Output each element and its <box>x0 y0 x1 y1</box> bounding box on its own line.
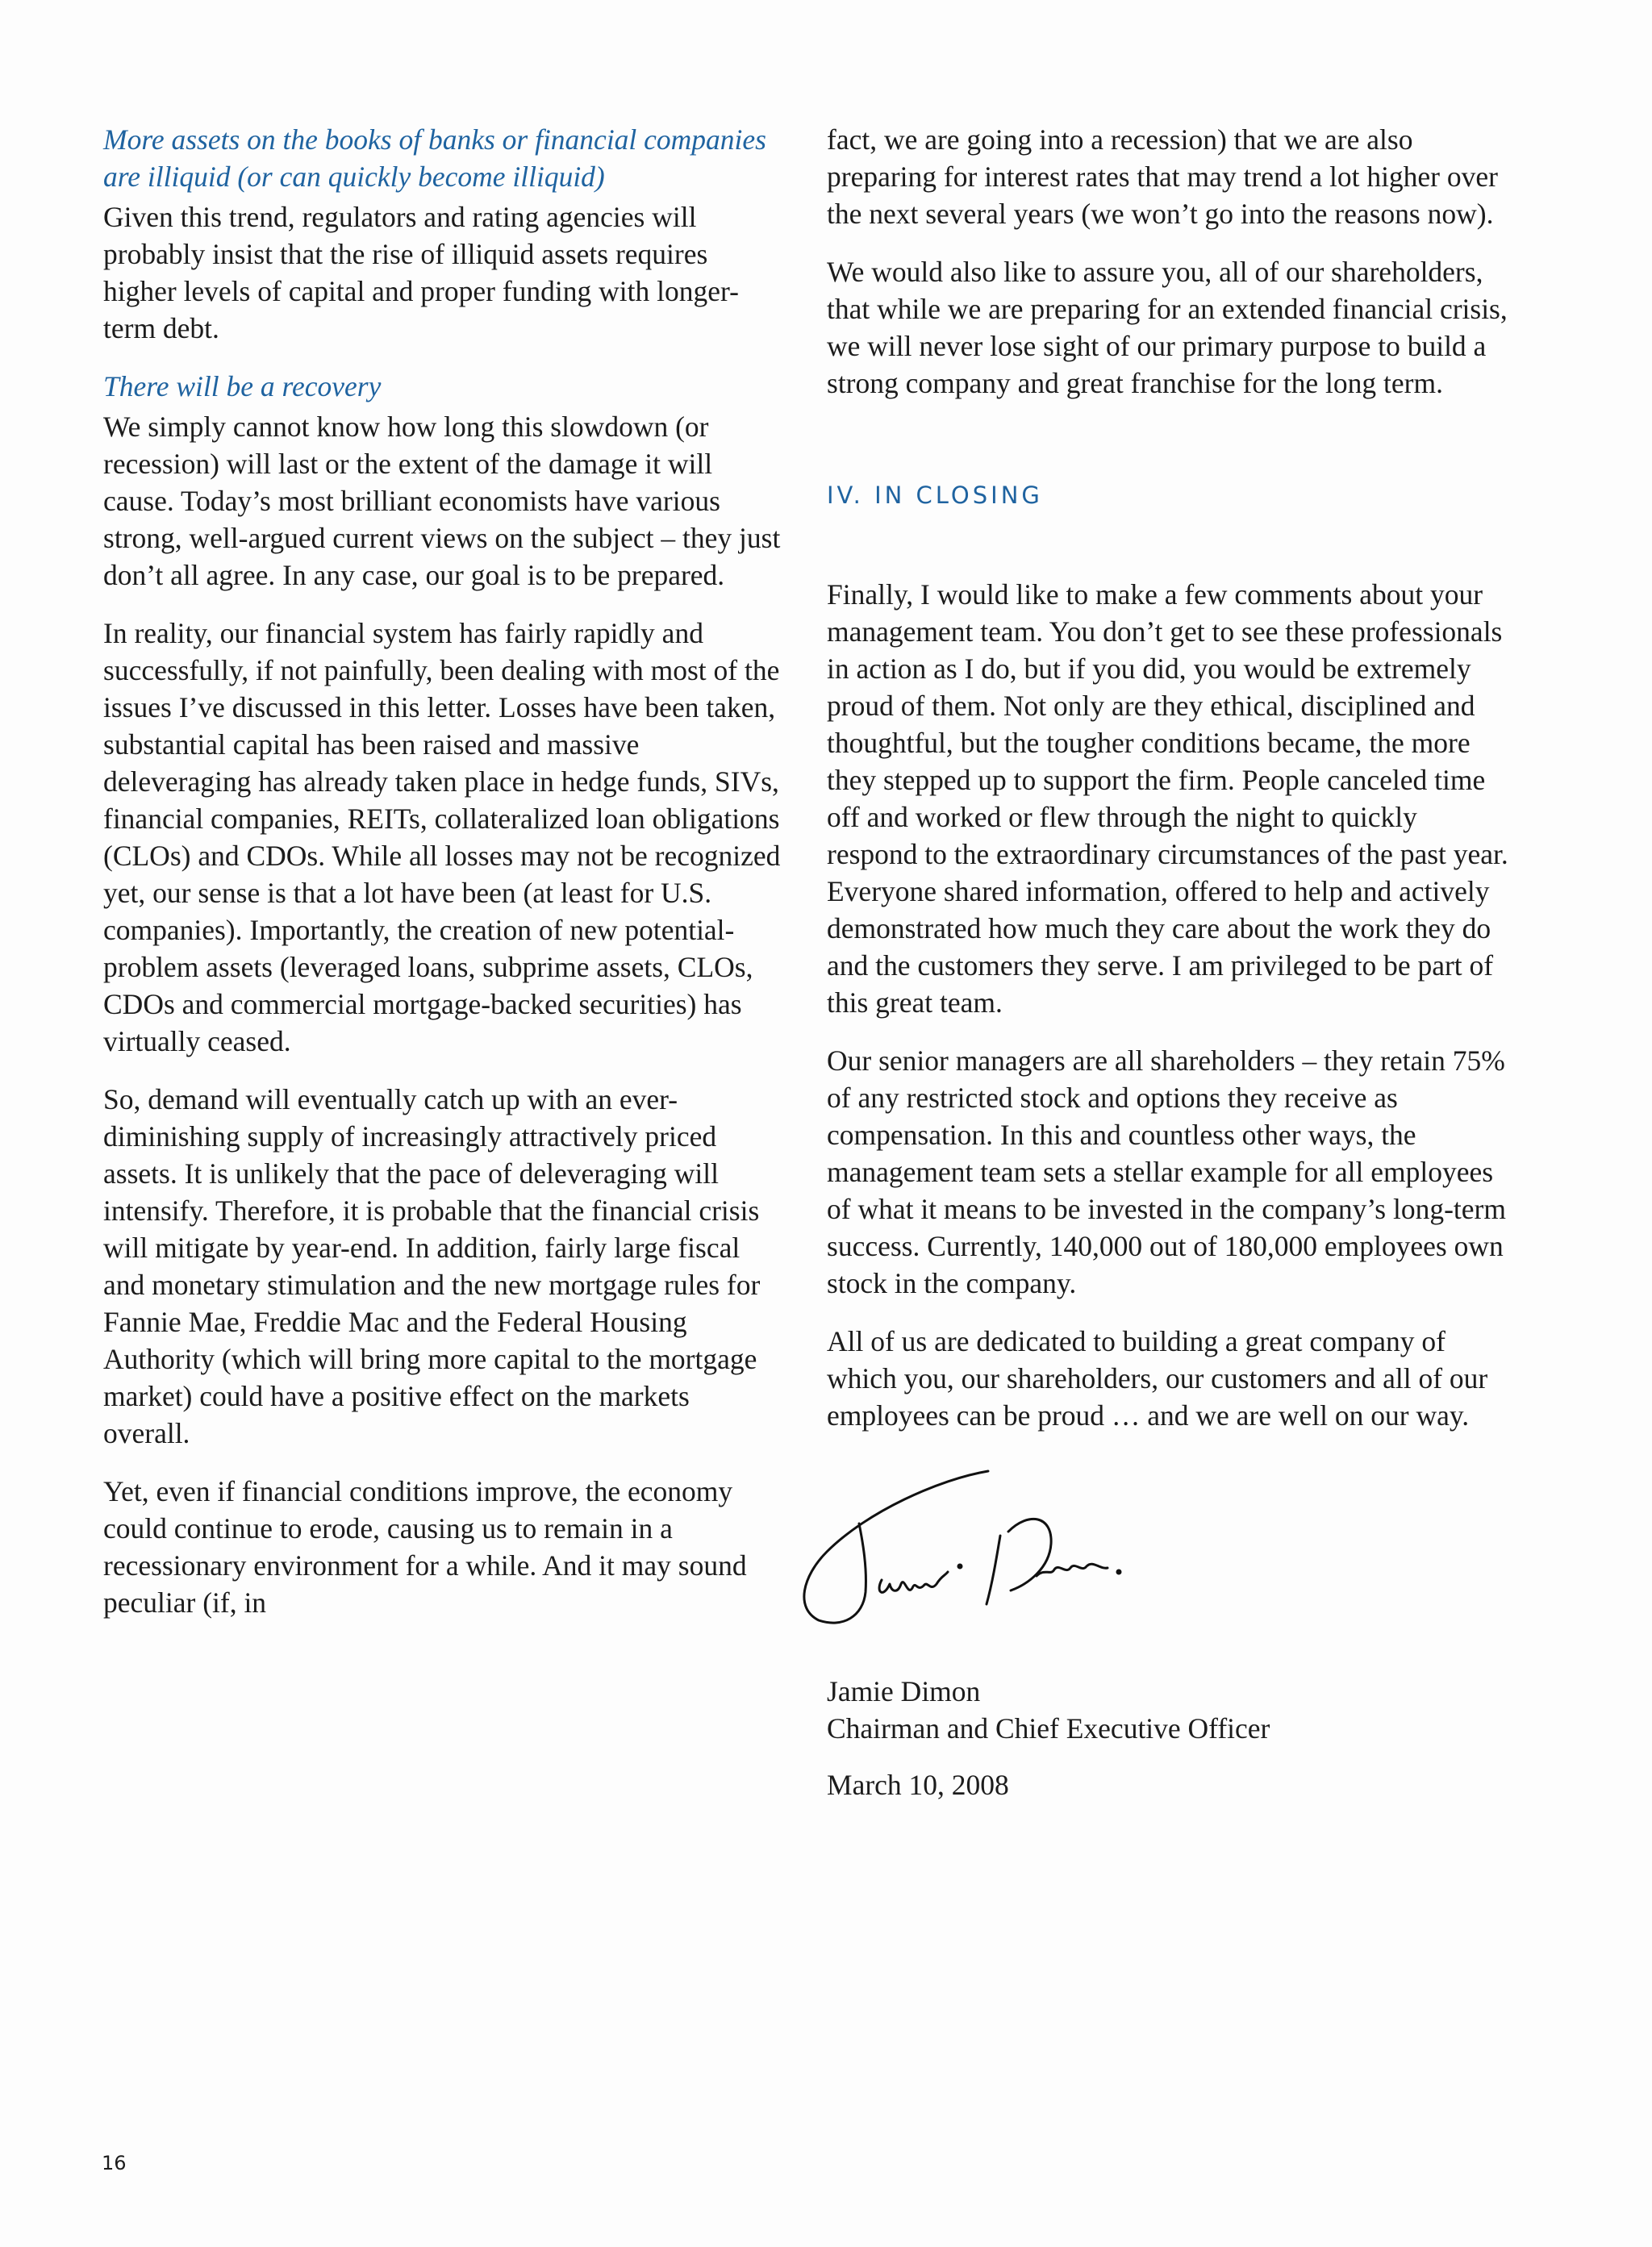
signatory-name: Jamie Dimon <box>827 1675 981 1707</box>
subheading-illiquid-assets: More assets on the books of banks or financial companies are illiquid (or can quickly become illiquid) <box>103 123 766 193</box>
subheading-recovery: There will be a recovery <box>103 370 382 402</box>
paragraph: We simply cannot know how long this slowdown (or recession) will last or the extent of the damage it will cause. Today’s most brilliant economists have various strong, well-argued current views on the subject – they just don’t all agree. In any case, our goal is to be prepared. <box>103 411 781 591</box>
signature-image <box>795 1455 1214 1640</box>
right-column <box>827 121 1515 1803</box>
paragraph: So, demand will eventually catch up with an ever-diminishing supply of increasingly attractively priced assets. It is unlikely that the pace of deleveraging will intensify. Therefore, it is probable that the financial crisis will mitigate by year-end. In addition, fairly large fiscal and monetary stimulation and the new mortgage rules for Fannie Mae, Freddie Mac and the Federal Housing Authority (which will bring more capital to the mortgage market) could have a positive effect on the markets overall. <box>103 1083 761 1449</box>
paragraph: Yet, even if financial conditions improve, the economy could continue to erode, causing us to remain in a recessionary environment for a while. And it may sound peculiar (if, in <box>103 1475 747 1619</box>
signatory-title: Chairman and Chief Executive Officer <box>827 1712 1270 1745</box>
paragraph: All of us are dedicated to building a great company of which you, our shareholders, our customers and all of our employees can be proud … and we are well on our way. <box>827 1325 1488 1432</box>
paragraph: We would also like to assure you, all of our shareholders, that while we are preparing for an extended financial crisis, we will never lose sight of our primary purpose to build a strong company and great franchise for the long term. <box>827 256 1508 399</box>
paragraph: Finally, I would like to make a few comments about your management team. You don’t get to see these professionals in action as I do, but if you did, you would be extremely proud of them. Not only are they ethical, disciplined and thoughtful, but the tougher conditions became, the more they stepped up to support the firm. People canceled time off and worked or flew through the night to quickly respond to the extraordinary circumstances of the past year. Everyone shared information, offered to help and actively demonstrated how much they care about the work they do and the customers they serve. I am privileged to be part of this great team. <box>827 578 1508 1019</box>
signature-block <box>827 1673 1515 1803</box>
paragraph: In reality, our financial system has fairly rapidly and successfully, if not painfully, been dealing with most of the issues I’ve discussed in this letter. Losses have been taken, substantial capital has been raised and massive deleveraging has already taken place in hedge funds, SIVs, financial companies, REITs, collateralized loan obligations (CLOs) and CDOs. While all losses may not be recognized yet, our sense is that a lot have been (at least for U.S. companies). Importantly, the creation of new potential-problem assets (leveraged loans, subprime assets, CLOs, CDOs and commercial mortgage-backed securities) has virtually ceased. <box>103 617 781 1057</box>
paragraph: Our senior managers are all shareholders – they retain 75% of any restricted stock and options they receive as compensation. In this and countless other ways, the management team sets a stellar example for all employees of what it means to be invested in the company’s long-term success. Currently, 140,000 out of 180,000 employees own stock in the company. <box>827 1044 1506 1299</box>
section-heading-in-closing: IV. IN CLOSING <box>827 482 1043 509</box>
page-number: 16 <box>102 2152 127 2174</box>
paragraph: Given this trend, regulators and rating agencies will probably insist that the rise of illiquid assets requires higher levels of capital and proper funding with longer-term debt. <box>103 201 739 344</box>
left-column <box>103 121 782 1642</box>
letter-date: March 10, 2008 <box>827 1769 1009 1801</box>
paragraph: fact, we are going into a recession) that we are also preparing for interest rates that may trend a lot higher over the next several years (we won’t go into the reasons now). <box>827 123 1498 230</box>
